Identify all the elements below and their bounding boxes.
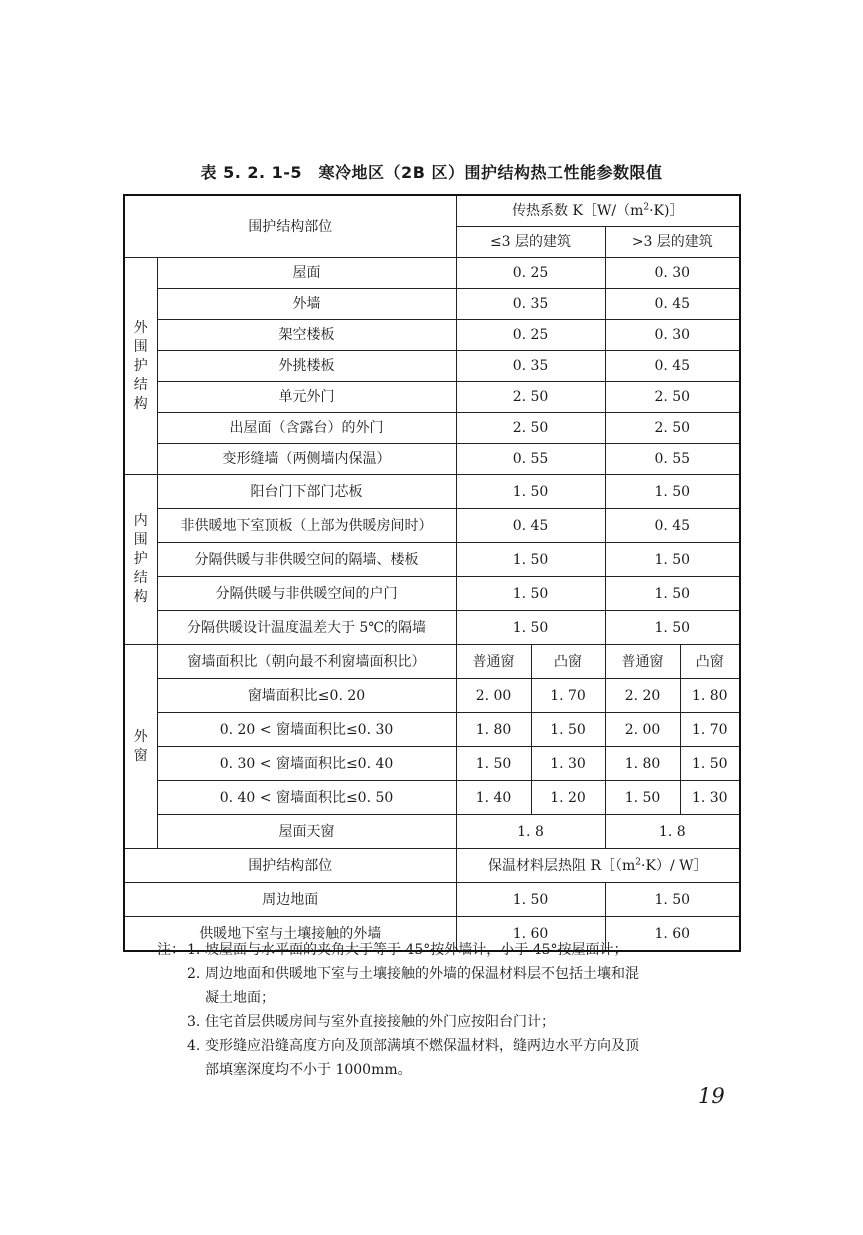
value-gt3: 1. 50 — [605, 577, 740, 611]
row-name: 非供暖地下室顶板（上部为供暖房间时） — [157, 509, 456, 543]
row-name: 单元外门 — [157, 382, 456, 413]
value-le3: 1. 50 — [456, 611, 605, 645]
group-label-char: 围 — [133, 338, 148, 355]
thermal-performance-table — [123, 194, 741, 952]
value-gt3: 0. 30 — [605, 320, 740, 351]
table-row — [124, 413, 740, 444]
value-gt3: 0. 45 — [605, 289, 740, 320]
group-label — [124, 475, 157, 645]
value-gt3: 0. 45 — [605, 509, 740, 543]
value-le3: 0. 35 — [456, 289, 605, 320]
window-value: 1. 50 — [605, 781, 680, 815]
value-gt3: 1. 50 — [605, 883, 740, 917]
header-row-1 — [124, 195, 740, 227]
window-value: 1. 80 — [680, 679, 740, 713]
window-value: 1. 80 — [456, 713, 531, 747]
row-name: 窗墙面积比≤0. 20 — [157, 679, 456, 713]
window-header-bay: 凸窗 — [531, 645, 605, 679]
group-label-char: 结 — [133, 376, 148, 393]
window-value: 1. 80 — [605, 747, 680, 781]
row-name: 0. 30 < 窗墙面积比≤0. 40 — [157, 747, 456, 781]
table-row — [124, 577, 740, 611]
note-text: 凝土地面； — [205, 990, 275, 1006]
window-value: 1. 30 — [531, 747, 605, 781]
value-gt3: 2. 50 — [605, 413, 740, 444]
table-row — [124, 815, 740, 849]
note-line — [157, 1010, 747, 1034]
note-line — [157, 1058, 747, 1082]
window-value: 2. 20 — [605, 679, 680, 713]
value-gt3: 0. 30 — [605, 258, 740, 289]
group-label-char: 内 — [133, 513, 148, 529]
row-name: 供暖地下室与土壤接触的外墙 — [124, 917, 456, 952]
note-prefix: 注： — [157, 942, 185, 958]
table-row — [124, 543, 740, 577]
note-prefix — [157, 1034, 187, 1058]
window-value: 1. 30 — [680, 781, 740, 815]
value-le3: 1. 50 — [456, 883, 605, 917]
window-header-bay: 凸窗 — [680, 645, 740, 679]
window-header-name: 窗墙面积比（朝向最不利窗墙面积比） — [157, 645, 456, 679]
row-name: 出屋面（含露台）的外门 — [157, 413, 456, 444]
header-part-label: 围护结构部位 — [124, 195, 456, 258]
note-number — [187, 1058, 205, 1082]
table-row — [124, 509, 740, 543]
note-text: 变形缝应沿缝高度方向及顶部满填不燃保温材料，缝两边水平方向及顶 — [205, 1038, 639, 1054]
window-header-row — [124, 645, 740, 679]
row-name: 分隔供暖与非供暖空间的隔墙、楼板 — [157, 543, 456, 577]
note-text: 部填塞深度均不小于 1000mm。 — [205, 1062, 412, 1078]
table-title: 表 5. 2. 1-5 寒冷地区（2B 区）围护结构热工性能参数限值 — [200, 163, 663, 182]
group-label — [124, 645, 157, 849]
table-row — [124, 258, 740, 289]
value-le3: 0. 25 — [456, 320, 605, 351]
table-row — [124, 611, 740, 645]
table-row — [124, 713, 740, 747]
value-gt3: 2. 50 — [605, 382, 740, 413]
value-gt3: 0. 55 — [605, 444, 740, 475]
value-le3: 0. 55 — [456, 444, 605, 475]
table-row — [124, 883, 740, 917]
note-number — [187, 986, 205, 1010]
row-name: 外墙 — [157, 289, 456, 320]
resistance-part-label: 围护结构部位 — [124, 849, 456, 883]
header-le3: ≤3 层的建筑 — [456, 227, 605, 258]
note-number: 3. — [187, 1014, 201, 1030]
table-row — [124, 444, 740, 475]
row-name: 屋面 — [157, 258, 456, 289]
note-prefix — [157, 1058, 187, 1082]
value-le3: 1. 50 — [456, 475, 605, 509]
value-gt3: 1. 60 — [605, 917, 740, 952]
value-gt3: 0. 45 — [605, 351, 740, 382]
resistance-label-part: 2 — [635, 856, 642, 867]
note-number: 4. — [187, 1038, 201, 1054]
note-line — [157, 986, 747, 1010]
value-gt3: 1. 50 — [605, 475, 740, 509]
row-name: 分隔供暖与非供暖空间的户门 — [157, 577, 456, 611]
group-label-char: 护 — [133, 357, 148, 374]
note-text: 坡屋面与水平面的夹角大于等于 45°按外墙计，小于 45°按屋面计； — [205, 942, 628, 958]
note-prefix — [157, 1010, 187, 1034]
value-le3: 0. 25 — [456, 258, 605, 289]
group-label-char: 围 — [133, 532, 148, 548]
table-row — [124, 747, 740, 781]
value-le3: 1. 60 — [456, 917, 605, 952]
notes — [157, 938, 747, 1082]
value-gt3: 1. 50 — [605, 611, 740, 645]
window-value: 2. 00 — [456, 679, 531, 713]
value-le3: 1. 8 — [456, 815, 605, 849]
table-row — [124, 320, 740, 351]
group-label-char: 外 — [133, 319, 148, 336]
row-name: 架空楼板 — [157, 320, 456, 351]
window-value: 1. 70 — [531, 679, 605, 713]
window-header-normal: 普通窗 — [605, 645, 680, 679]
table-row — [124, 679, 740, 713]
group-label-char: 结 — [133, 570, 148, 586]
value-le3: 0. 35 — [456, 351, 605, 382]
table-row — [124, 289, 740, 320]
row-name: 0. 40 < 窗墙面积比≤0. 50 — [157, 781, 456, 815]
window-value: 1. 50 — [680, 747, 740, 781]
note-line — [157, 938, 747, 962]
window-header-normal: 普通窗 — [456, 645, 531, 679]
resistance-r-label — [456, 849, 740, 883]
row-name: 外挑楼板 — [157, 351, 456, 382]
note-prefix — [157, 986, 187, 1010]
note-line — [157, 1034, 747, 1058]
table-row — [124, 351, 740, 382]
value-le3: 0. 45 — [456, 509, 605, 543]
group-label — [124, 258, 157, 475]
note-number: 1. — [187, 942, 201, 958]
header-k-label: 传热系数 $K[W/(m^2\cdot K)]$ — [456, 195, 740, 227]
value-gt3: 1. 50 — [605, 543, 740, 577]
row-name: 变形缝墙（两侧墙内保温） — [157, 444, 456, 475]
value-le3: 1. 50 — [456, 577, 605, 611]
value-le3: 2. 50 — [456, 413, 605, 444]
table-row — [124, 781, 740, 815]
value-gt3: 1. 8 — [605, 815, 740, 849]
value-le3: 2. 50 — [456, 382, 605, 413]
page-number: 19 — [698, 1084, 725, 1108]
group-label-char: 构 — [133, 589, 148, 605]
value-le3: 1. 50 — [456, 543, 605, 577]
window-value: 2. 00 — [605, 713, 680, 747]
resistance-header-row — [124, 849, 740, 883]
note-text: 周边地面和供暖地下室与土壤接触的外墙的保温材料层不包括土壤和混 — [205, 966, 639, 982]
resistance-label-part: 保温材料层热阻 R［（m — [488, 857, 636, 874]
row-name: 分隔供暖设计温度温差大于 5℃的隔墙 — [157, 611, 456, 645]
note-line — [157, 962, 747, 986]
row-name: 屋面天窗 — [157, 815, 456, 849]
window-value: 1. 50 — [531, 713, 605, 747]
note-text: 住宅首层供暖房间与室外直接接触的外门应按阳台门计； — [205, 1014, 555, 1030]
group-label-char: 构 — [133, 395, 148, 412]
window-value: 1. 20 — [531, 781, 605, 815]
group-label-char: 窗 — [133, 747, 148, 764]
header-gt3: >3 层的建筑 — [605, 227, 740, 258]
row-name: 0. 20 < 窗墙面积比≤0. 30 — [157, 713, 456, 747]
group-label-char: 护 — [133, 551, 148, 567]
window-value: 1. 40 — [456, 781, 531, 815]
window-value: 1. 50 — [456, 747, 531, 781]
resistance-label-part: ·K）/ W］ — [641, 857, 708, 874]
table-row — [124, 382, 740, 413]
note-prefix — [157, 962, 187, 986]
table-row — [124, 475, 740, 509]
row-name: 阳台门下部门芯板 — [157, 475, 456, 509]
note-number: 2. — [187, 966, 201, 982]
window-value: 1. 70 — [680, 713, 740, 747]
group-label-char: 外 — [133, 728, 148, 745]
row-name: 周边地面 — [124, 883, 456, 917]
